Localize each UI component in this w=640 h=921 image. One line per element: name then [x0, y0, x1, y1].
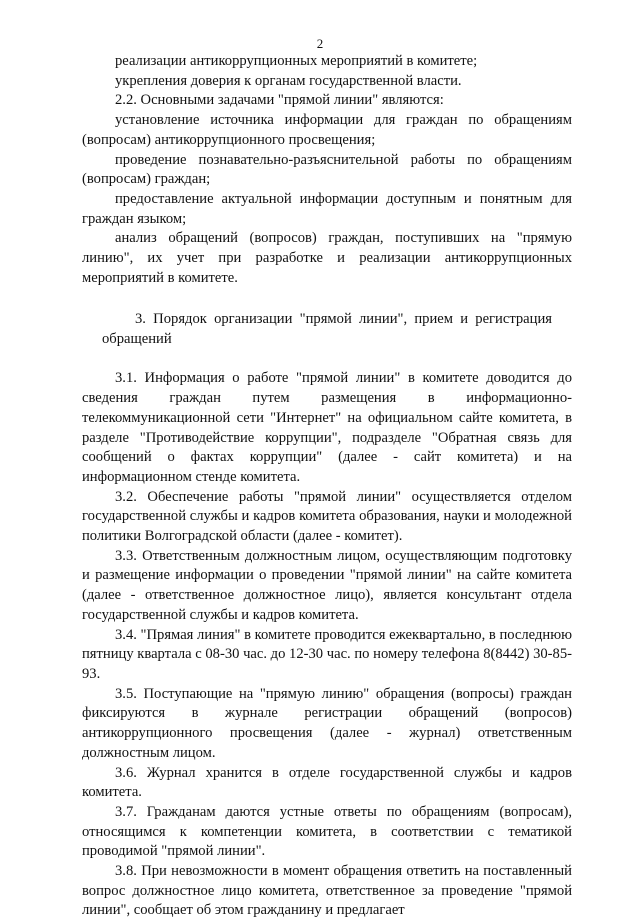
- spacer: [82, 288, 572, 309]
- paragraph-2-2-task-1: установление источника информации для граждан по обращениям (вопросам) антикоррупционного просвещения;: [82, 112, 572, 148]
- paragraph-3-7: 3.7. Гражданам даются устные ответы по обращениям (вопросам), относящимся к компетенции комитета, в соответствии с тематикой проводимой "прямой линии".: [82, 803, 572, 860]
- paragraph-2-2-task-3: предоставление актуальной информации доступным и понятным для граждан языком;: [82, 190, 572, 227]
- paragraph-2-1-goal-1: реализации антикоррупционных мероприятий в комитете;: [115, 53, 478, 69]
- document-body: [82, 52, 572, 921]
- paragraph-3-8: 3.8. При невозможности в момент обращения ответить на поставленный вопрос должностное лицо комитета, ответственное за проведение "прямой линии", сообщает об этом гражданину и предлагает: [82, 863, 572, 919]
- page-number: 2: [316, 36, 324, 51]
- paragraph-2-2-task-2: проведение познавательно-разъяснительной работы по обращениям (вопросам) граждан;: [82, 151, 572, 188]
- section-3-heading: 3. Порядок организации "прямой линии", прием и регистрация обращений: [102, 311, 552, 348]
- spacer: [82, 349, 572, 369]
- paragraph-2-1-goal-2: укрепления доверия к органам государственной власти.: [115, 72, 462, 89]
- paragraph-2-2-task-4: анализ обращений (вопросов) граждан, поступивших на "прямую линию", их учет при разработке и реализации антикоррупционных мероприятий в комитете.: [82, 230, 572, 286]
- paragraph-3-2: 3.2. Обеспечение работы "прямой линии" осуществляется отделом государственной службы и кадров комитета образования, науки и молодежной политики Волгоградской области (далее - комитет).: [82, 488, 572, 545]
- paragraph-2-2-intro: 2.2. Основными задачами "прямой линии" являются:: [115, 92, 444, 109]
- paragraph-3-1: 3.1. Информация о работе "прямой линии" в комитете доводится до сведения граждан путем размещения в информационно-телекоммуникационной сети "Интернет" на официальном сайте комитета, в разделе "Противодействие коррупции", подразделе "Обратная связь для сообщений о фактах коррупции" (далее - сайт комитета) и на информационном стенде комитета.: [82, 370, 572, 485]
- paragraph-3-5: 3.5. Поступающие на "прямую линию" обращения (вопросы) граждан фиксируются в журнале регистрации обращений (вопросов) антикоррупционного просвещения (далее - журнал) ответственным должностным лицом.: [82, 685, 572, 761]
- paragraph-3-3: 3.3. Ответственным должностным лицом, осуществляющим подготовку и размещение информации о проведении "прямой линии" на сайте комитета (далее - ответственное должностное лицо), является консультант отдела государственной службы и кадров комитета.: [82, 547, 572, 623]
- paragraph-3-4: 3.4. "Прямая линия" в комитете проводится ежеквартально, в последнюю пятницу квартала с 08-30 час. до 12-30 час. по номеру телефона 8(8442) 30-85-93.: [82, 626, 572, 682]
- paragraph-3-6: 3.6. Журнал хранится в отделе государственной службы и кадров комитета.: [82, 764, 572, 801]
